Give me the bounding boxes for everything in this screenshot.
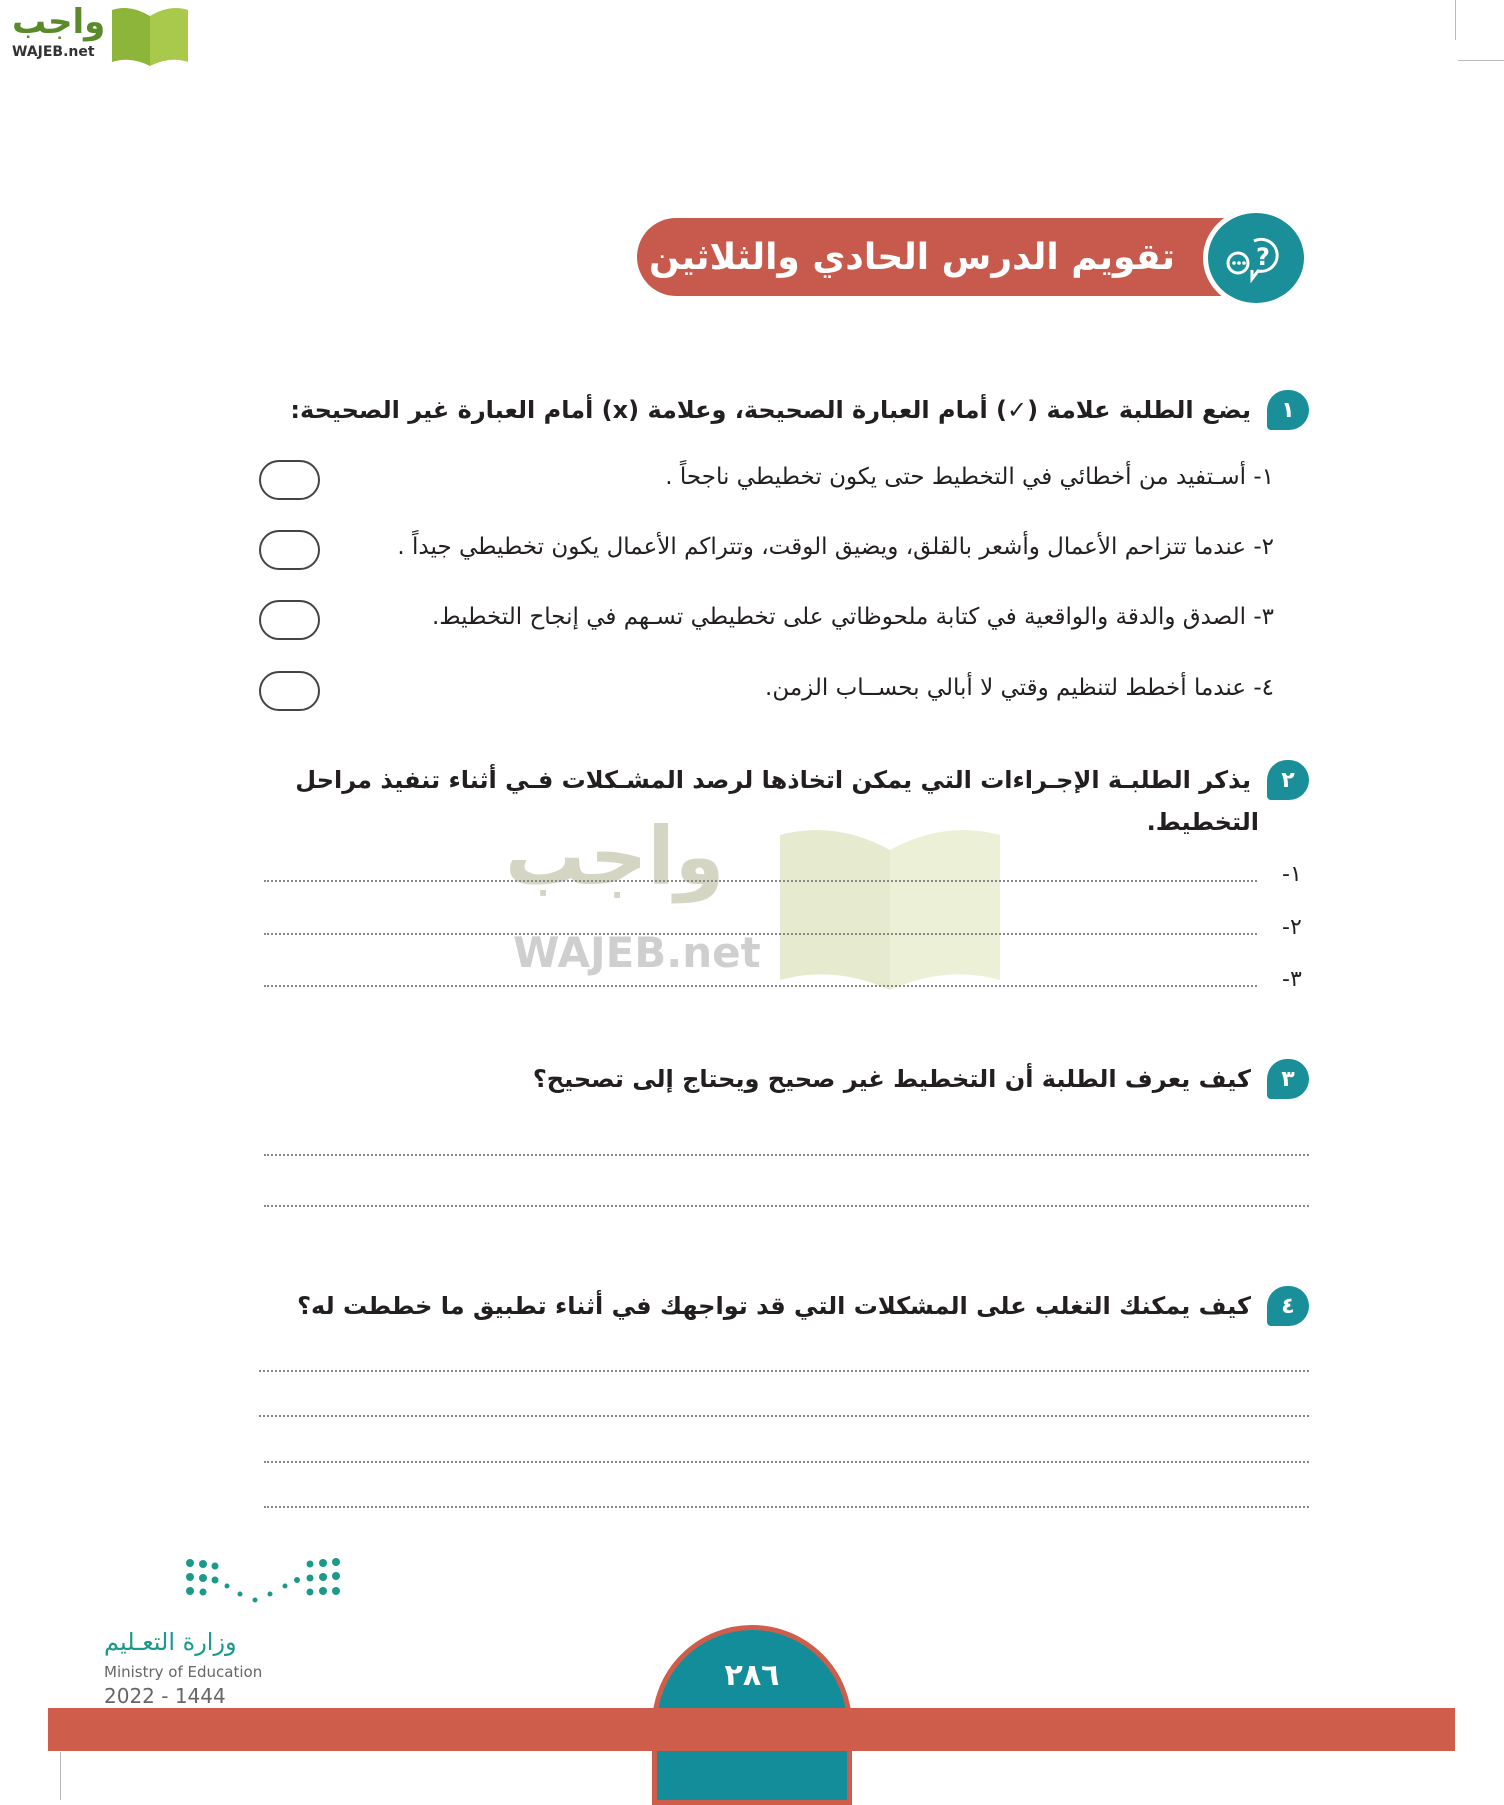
year: 2022 - 1444 [104, 1684, 226, 1708]
question-number-badge: ٢ [1267, 760, 1309, 800]
watermark-arabic: واجب [505, 810, 725, 903]
question-3-text: كيف يعرف الطلبة أن التخطيط غير صحيح ويحتاج إلى تصحيح؟ [532, 1065, 1251, 1093]
wajeb-logo [6, 4, 192, 66]
question-2-line2: التخطيط. [1146, 808, 1259, 836]
svg-text:?: ? [1256, 243, 1270, 271]
answer-line[interactable] [264, 1461, 1309, 1463]
page-number: ٢٨٦ [652, 1625, 852, 1805]
question-2-line1: يذكر الطلبـة الإجـراءات التي يمكن اتخاذها لرصد المشـكلات فـي أثناء تنفيذ مراحل [295, 766, 1251, 794]
answer-line[interactable] [264, 1506, 1309, 1508]
answer-number: ٣- [1282, 967, 1302, 992]
watermark-latin: WAJEB.net [513, 928, 761, 977]
statement-2: ٢- عندما تتزاحم الأعمال وأشعر بالقلق، ويضيق الوقت، وتتراكم الأعمال يكون تخطيطي جيداً . [397, 534, 1274, 560]
crop-mark [60, 1752, 61, 1800]
book-icon [108, 4, 192, 66]
ministry-dots-icon [185, 1558, 355, 1618]
statement-1: ١- أسـتفيد من أخطائي في التخطيط حتى يكون تخطيطي ناجحاً . [665, 464, 1274, 490]
lesson-title: تقويم الدرس الحادي والثلاثين [648, 236, 1175, 278]
footer-bar [48, 1708, 1455, 1751]
answer-oval-3[interactable] [259, 600, 320, 640]
statement-4: ٤- عندما أخطط لتنظيم وقتي لا أبالي بحســاب الزمن. [765, 675, 1274, 701]
answer-oval-4[interactable] [259, 671, 320, 711]
answer-number: ٢- [1282, 915, 1302, 940]
answer-line[interactable] [264, 933, 1257, 935]
logo-arabic: واجب [12, 2, 106, 42]
logo-latin: WAJEB.net [12, 44, 95, 60]
answer-oval-2[interactable] [259, 530, 320, 570]
answer-line[interactable] [264, 880, 1257, 882]
question-number-badge: ٣ [1267, 1059, 1309, 1099]
crop-mark [1455, 0, 1456, 40]
wajeb-watermark [505, 810, 1005, 990]
question-chat-icon [1203, 208, 1309, 308]
book-icon [775, 820, 1005, 990]
answer-line[interactable] [259, 1415, 1309, 1417]
ministry-logo [100, 1558, 360, 1708]
statement-3: ٣- الصدق والدقة والواقعية في كتابة ملحوظاتي على تخطيطي تسـهم في إنجاح التخطيط. [432, 604, 1274, 630]
answer-line[interactable] [264, 1154, 1309, 1156]
answer-line[interactable] [259, 1370, 1309, 1372]
lesson-title-banner [637, 218, 1247, 296]
question-1-text: يضع الطلبة علامة (✓) أمام العبارة الصحيحة، وعلامة (x) أمام العبارة غير الصحيحة: [290, 396, 1251, 424]
ministry-arabic: وزارة التعـليم [104, 1628, 237, 1656]
question-number-badge: ٤ [1267, 1286, 1309, 1326]
answer-line[interactable] [264, 985, 1257, 987]
question-4-text: كيف يمكنك التغلب على المشكلات التي قد تواجهك في أثناء تطبيق ما خططت له؟ [297, 1292, 1251, 1320]
crop-mark [1458, 60, 1504, 61]
answer-number: ١- [1282, 862, 1302, 887]
answer-line[interactable] [264, 1205, 1309, 1207]
question-number-badge: ١ [1267, 390, 1309, 430]
answer-oval-1[interactable] [259, 460, 320, 500]
ministry-english: Ministry of Education [104, 1663, 263, 1681]
